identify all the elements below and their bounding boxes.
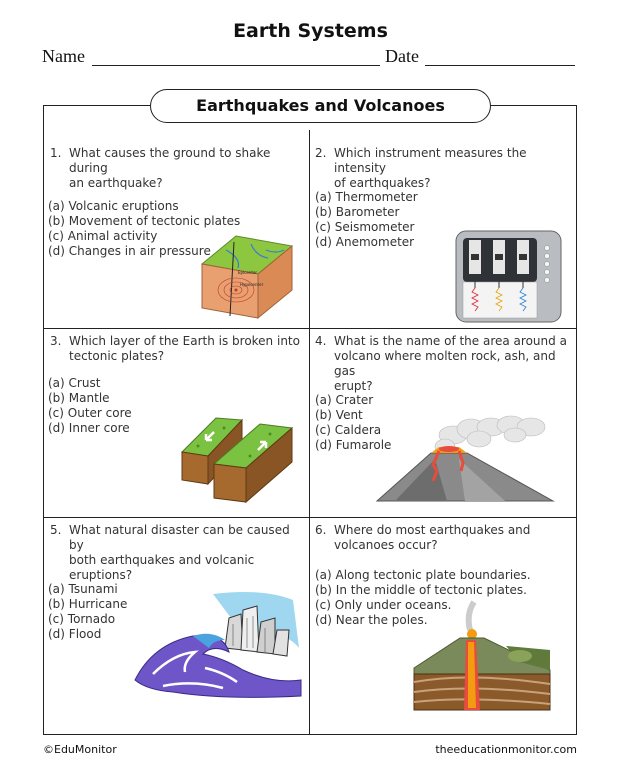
volcano-eruption-illustration xyxy=(375,413,555,505)
option-a[interactable]: (a) Tsunami xyxy=(48,582,118,596)
question-text-line: What is the name of the area around a xyxy=(334,334,567,348)
options-5 xyxy=(48,582,127,642)
question-text-line: Which instrument measures the intensity xyxy=(334,146,527,175)
question-number: 5. xyxy=(50,523,62,537)
option-a[interactable]: (a) Volcanic eruptions xyxy=(48,199,179,213)
question-number: 1. xyxy=(50,146,62,160)
question-4 xyxy=(315,334,573,393)
option-b[interactable]: (b) Hurricane xyxy=(48,597,128,611)
tsunami-illustration xyxy=(133,588,303,701)
option-a[interactable]: (a) Crust xyxy=(48,376,101,390)
seismometer-illustration xyxy=(455,230,562,323)
options-3 xyxy=(48,376,132,436)
option-b[interactable]: (b) Mantle xyxy=(48,391,110,405)
question-text-line: What causes the ground to shake during xyxy=(69,146,271,175)
date-input-line[interactable] xyxy=(425,65,575,66)
option-c[interactable]: (c) Seismometer xyxy=(315,220,415,234)
option-b[interactable]: (b) Vent xyxy=(315,408,363,422)
tectonic-plates-illustration xyxy=(180,400,295,505)
worksheet-title: Earth Systems xyxy=(233,20,388,42)
epicenter-label: Epicenter xyxy=(238,270,258,275)
earthquake-fault-illustration xyxy=(196,228,296,322)
question-6 xyxy=(315,523,573,555)
option-c[interactable]: (c) Animal activity xyxy=(48,229,158,243)
question-text-line: tectonic plates? xyxy=(69,349,165,363)
name-date-row xyxy=(40,46,580,68)
question-number: 6. xyxy=(315,523,327,537)
question-text-line: volcanoes occur? xyxy=(334,538,438,552)
question-text-line: an earthquake? xyxy=(69,176,163,190)
question-text-line: erupt? xyxy=(334,379,373,393)
question-number: 3. xyxy=(50,334,62,348)
question-5 xyxy=(50,523,305,582)
question-text-line: Where do most earthquakes and xyxy=(334,523,531,537)
volcano-cross-section-illustration xyxy=(410,600,555,713)
hypocenter-label: Hypocenter xyxy=(240,282,264,287)
question-text-line: What natural disaster can be caused by xyxy=(69,523,290,552)
footer-website[interactable]: theeducationmonitor.com xyxy=(435,743,577,756)
question-3 xyxy=(50,334,305,366)
option-a[interactable]: (a) Along tectonic plate boundaries. xyxy=(315,568,531,582)
date-label: Date xyxy=(385,46,419,66)
question-text-line: Which layer of the Earth is broken into xyxy=(69,334,300,348)
question-number: 4. xyxy=(315,334,327,348)
option-d[interactable]: (d) Flood xyxy=(48,627,102,641)
row-divider-1 xyxy=(43,328,577,329)
option-c[interactable]: (c) Only under oceans. xyxy=(315,598,452,612)
option-d[interactable]: (d) Changes in air pressure xyxy=(48,244,211,258)
section-title: Earthquakes and Volcanoes xyxy=(150,89,491,123)
question-2 xyxy=(315,146,573,190)
name-label: Name xyxy=(42,46,85,66)
question-text-line: volcano where molten rock, ash, and gas xyxy=(334,349,556,378)
row-divider-2 xyxy=(43,517,577,518)
question-number: 2. xyxy=(315,146,327,160)
question-1 xyxy=(50,146,305,190)
option-b[interactable]: (b) Movement of tectonic plates xyxy=(48,214,241,228)
option-d[interactable]: (d) Fumarole xyxy=(315,438,392,452)
option-a[interactable]: (a) Thermometer xyxy=(315,190,418,204)
question-text-line: eruptions? xyxy=(69,568,133,582)
option-d[interactable]: (d) Inner core xyxy=(48,421,130,435)
option-d[interactable]: (d) Near the poles. xyxy=(315,613,428,627)
option-b[interactable]: (b) Barometer xyxy=(315,205,400,219)
column-divider xyxy=(309,130,310,735)
question-text-line: both earthquakes and volcanic xyxy=(69,553,255,567)
footer-copyright: ©EduMonitor xyxy=(43,743,117,756)
option-c[interactable]: (c) Caldera xyxy=(315,423,382,437)
option-b[interactable]: (b) In the middle of tectonic plates. xyxy=(315,583,527,597)
option-c[interactable]: (c) Tornado xyxy=(48,612,116,626)
option-c[interactable]: (c) Outer core xyxy=(48,406,132,420)
question-text-line: of earthquakes? xyxy=(334,176,431,190)
option-a[interactable]: (a) Crater xyxy=(315,393,374,407)
options-2 xyxy=(315,190,418,250)
option-d[interactable]: (d) Anemometer xyxy=(315,235,415,249)
name-input-line[interactable] xyxy=(92,65,380,66)
